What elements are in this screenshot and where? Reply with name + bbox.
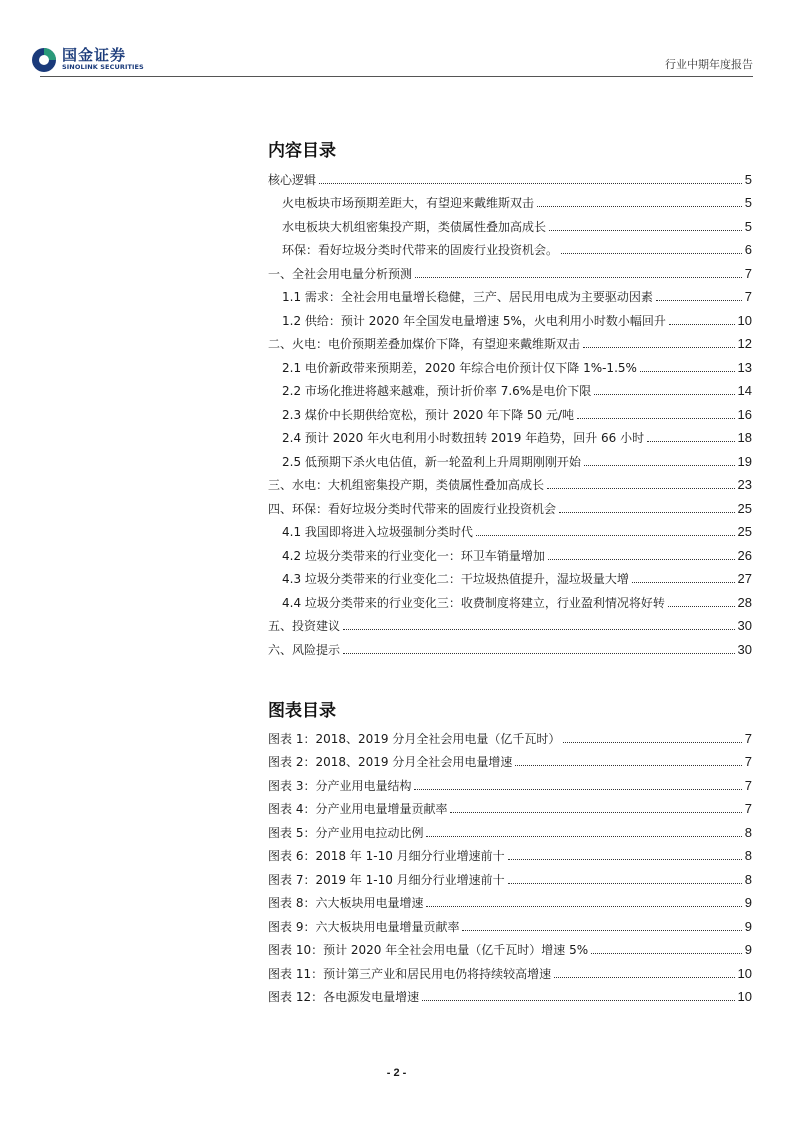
contents-entry-title: 三、水电：大机组密集投产期，类债属性叠加高成长 <box>268 478 545 492</box>
figure-entry[interactable] <box>268 936 752 960</box>
dot-leader <box>554 977 734 978</box>
contents-entry-title: 1.1 需求：全社会用电量增长稳健，三产、居民用电成为主要驱动因素 <box>282 290 653 304</box>
contents-entry[interactable] <box>268 283 752 307</box>
dot-leader <box>668 606 735 607</box>
contents-entry[interactable] <box>268 330 752 354</box>
dot-leader <box>563 742 741 743</box>
contents-entry[interactable] <box>268 353 752 377</box>
dot-leader <box>577 418 735 419</box>
contents-list <box>268 165 752 659</box>
figure-entry[interactable] <box>268 724 752 748</box>
contents-entry-title: 核心逻辑 <box>268 172 317 187</box>
report-type-label: 行业中期年度报告 <box>665 58 753 71</box>
contents-entry[interactable] <box>268 212 752 236</box>
dot-leader <box>476 535 735 536</box>
contents-entry-title: 2.5 低预期下杀火电估值，新一轮盈利上升周期刚刚开始 <box>282 454 581 469</box>
contents-entry-title: 4.4 垃圾分类带来的行业变化三：收费制度将建立，行业盈利情况将好转 <box>282 595 665 610</box>
contents-entry[interactable] <box>268 306 752 330</box>
contents-entry[interactable] <box>268 471 752 495</box>
contents-entry[interactable] <box>268 612 752 636</box>
contents-entry-page: 7 <box>744 265 752 281</box>
contents-entry-title: 1.2 供给：预计 2020 年全国发电量增速 5%，火电利用小时数小幅回升 <box>282 313 666 328</box>
contents-entry-page: 25 <box>737 500 752 516</box>
contents-entry[interactable] <box>268 424 752 448</box>
figure-entry-page: 10 <box>737 965 752 981</box>
figure-entry-page: 8 <box>744 824 752 840</box>
contents-entry-page: 10 <box>737 312 752 328</box>
contents-entry-page: 30 <box>737 618 752 633</box>
figure-entry-page: 8 <box>744 871 752 887</box>
contents-entry-page: 5 <box>744 195 752 210</box>
contents-entry-title: 2.2 市场化推进将越来越难，预计折价率 7.6%是电价下限 <box>282 384 592 398</box>
contents-entry-title: 2.3 煤价中长期供给宽松，预计 2020 年下降 50 元/吨 <box>282 407 575 422</box>
page-number: - 2 - <box>386 1067 407 1079</box>
contents-entry-title: 二、火电：电价预期差叠加煤价下降，有望迎来戴维斯双击 <box>268 337 581 351</box>
contents-entry[interactable] <box>268 447 752 471</box>
dot-leader <box>450 812 741 813</box>
contents-entry-title: 一、全社会用电量分析预测 <box>268 266 413 281</box>
dot-leader <box>669 324 735 325</box>
figure-entry-page: 9 <box>744 918 752 934</box>
contents-entry[interactable] <box>268 494 752 518</box>
contents-entry-title: 环保：看好垃圾分类时代带来的固废行业投资机会。 <box>282 243 559 257</box>
figure-entry-title: 图表 7：2019 年 1-10 月细分行业增速前十 <box>268 872 505 887</box>
dot-leader <box>632 582 735 583</box>
contents-entry-page: 6 <box>744 242 752 257</box>
dot-leader <box>549 230 742 231</box>
dot-leader <box>647 441 734 442</box>
contents-entry[interactable] <box>268 165 752 189</box>
dot-leader <box>547 488 735 489</box>
figures-title: 图表目录 <box>268 701 336 721</box>
contents-entry-title: 五、投资建议 <box>268 619 341 633</box>
contents-title: 内容目录 <box>268 141 336 161</box>
contents-entry[interactable] <box>268 189 752 213</box>
figure-entry[interactable] <box>268 771 752 795</box>
contents-entry-page: 12 <box>737 336 752 351</box>
dot-leader <box>508 859 742 860</box>
contents-entry[interactable] <box>268 588 752 612</box>
contents-entry-page: 30 <box>737 641 752 657</box>
contents-entry-page: 13 <box>737 359 752 375</box>
dot-leader <box>583 347 735 348</box>
dot-leader <box>422 1000 734 1001</box>
contents-entry-page: 23 <box>737 477 752 492</box>
dot-leader <box>414 789 741 790</box>
dot-leader <box>415 277 742 278</box>
figure-entry-title: 图表 4：分产业用电量增量贡献率 <box>268 802 448 816</box>
figure-entry-title: 图表 1：2018、2019 分月全社会用电量（亿千瓦时） <box>268 731 561 746</box>
contents-entry-title: 2.1 电价新政带来预期差，2020 年综合电价预计仅下降 1%-1.5% <box>282 360 637 375</box>
dot-leader <box>319 183 742 184</box>
contents-entry-page: 5 <box>744 218 752 234</box>
figure-entry[interactable] <box>268 818 752 842</box>
figure-entry-title: 图表 3：分产业用电量结构 <box>268 778 412 793</box>
figure-entry-title: 图表 11：预计第三产业和居民用电仍将持续较高增速 <box>268 966 552 981</box>
contents-entry[interactable] <box>268 259 752 283</box>
contents-entry-page: 14 <box>737 383 752 398</box>
contents-entry-title: 四、环保：看好垃圾分类时代带来的固废行业投资机会 <box>268 501 557 516</box>
contents-entry-title: 4.2 垃圾分类带来的行业变化一：环卫车销量增加 <box>282 548 545 563</box>
contents-entry-page: 5 <box>744 171 752 187</box>
figure-entry[interactable] <box>268 959 752 983</box>
figure-entry-title: 图表 6：2018 年 1-10 月细分行业增速前十 <box>268 849 505 863</box>
figure-entry-page: 8 <box>744 848 752 863</box>
figure-entry-title: 图表 5：分产业用电拉动比例 <box>268 825 424 840</box>
dot-leader <box>508 883 742 884</box>
dot-leader <box>537 206 742 207</box>
figure-entry-title: 图表 9：六大板块用电量增量贡献率 <box>268 919 460 934</box>
contents-entry[interactable] <box>268 236 752 260</box>
dot-leader <box>426 836 741 837</box>
dot-leader <box>343 629 735 630</box>
dot-leader <box>462 930 741 931</box>
figure-entry-title: 图表 8：六大板块用电量增速 <box>268 896 424 910</box>
contents-entry-page: 25 <box>737 524 752 539</box>
company-logo <box>30 46 150 76</box>
contents-entry[interactable] <box>268 518 752 542</box>
figure-entry-title: 图表 12：各电源发电量增速 <box>268 990 420 1004</box>
figure-entry[interactable] <box>268 795 752 819</box>
contents-entry-title: 六、风险提示 <box>268 642 341 657</box>
contents-entry-title: 2.4 预计 2020 年火电利用小时数扭转 2019 年趋势，回升 66 小时 <box>282 431 645 445</box>
figure-entry[interactable] <box>268 842 752 866</box>
contents-entry-page: 19 <box>737 453 752 469</box>
dot-leader <box>640 371 735 372</box>
figure-entry-page: 9 <box>744 942 752 957</box>
figure-entry-page: 10 <box>737 989 752 1004</box>
logo-english-name: SINOLINK SECURITIES <box>62 63 144 71</box>
dot-leader <box>584 465 735 466</box>
figure-entry[interactable] <box>268 983 752 1007</box>
contents-entry-title: 4.3 垃圾分类带来的行业变化二：干垃圾热值提升，湿垃圾量大增 <box>282 572 629 586</box>
contents-entry-page: 7 <box>744 289 752 304</box>
logo-mark-icon <box>30 46 58 74</box>
page-header <box>0 0 793 80</box>
contents-entry[interactable] <box>268 400 752 424</box>
header-divider <box>40 76 753 77</box>
dot-leader <box>594 394 734 395</box>
contents-entry[interactable] <box>268 377 752 401</box>
contents-entry-title: 火电板块市场预期差距大，有望迎来戴维斯双击 <box>282 196 535 210</box>
figure-entry-title: 图表 2：2018、2019 分月全社会用电量增速 <box>268 755 513 769</box>
contents-entry-page: 27 <box>737 571 752 586</box>
contents-entry-page: 26 <box>737 547 752 563</box>
contents-entry[interactable] <box>268 565 752 589</box>
figures-list <box>268 724 752 1006</box>
figure-entry-page: 7 <box>744 777 752 793</box>
contents-entry-title: 水电板块大机组密集投产期，类债属性叠加高成长 <box>282 219 547 234</box>
contents-entry-title: 4.1 我国即将进入垃圾强制分类时代 <box>282 525 473 539</box>
figure-entry[interactable] <box>268 865 752 889</box>
figure-entry-page: 9 <box>744 895 752 910</box>
contents-entry-page: 16 <box>737 406 752 422</box>
dot-leader <box>561 253 742 254</box>
dot-leader <box>426 906 741 907</box>
dot-leader <box>591 953 742 954</box>
figure-entry[interactable] <box>268 748 752 772</box>
dot-leader <box>656 300 742 301</box>
dot-leader <box>515 765 741 766</box>
dot-leader <box>548 559 735 560</box>
figure-entry[interactable] <box>268 889 752 913</box>
figure-entry-page: 7 <box>744 730 752 746</box>
figure-entry[interactable] <box>268 912 752 936</box>
dot-leader <box>559 512 735 513</box>
contents-entry[interactable] <box>268 541 752 565</box>
dot-leader <box>343 653 735 654</box>
figure-entry-title: 图表 10：预计 2020 年全社会用电量（亿千瓦时）增速 5% <box>268 943 589 957</box>
contents-entry[interactable] <box>268 635 752 659</box>
contents-entry-page: 18 <box>737 430 752 445</box>
figure-entry-page: 7 <box>744 754 752 769</box>
logo-chinese-name: 国金证券 <box>62 46 127 64</box>
figure-entry-page: 7 <box>744 801 752 816</box>
contents-entry-page: 28 <box>737 594 752 610</box>
